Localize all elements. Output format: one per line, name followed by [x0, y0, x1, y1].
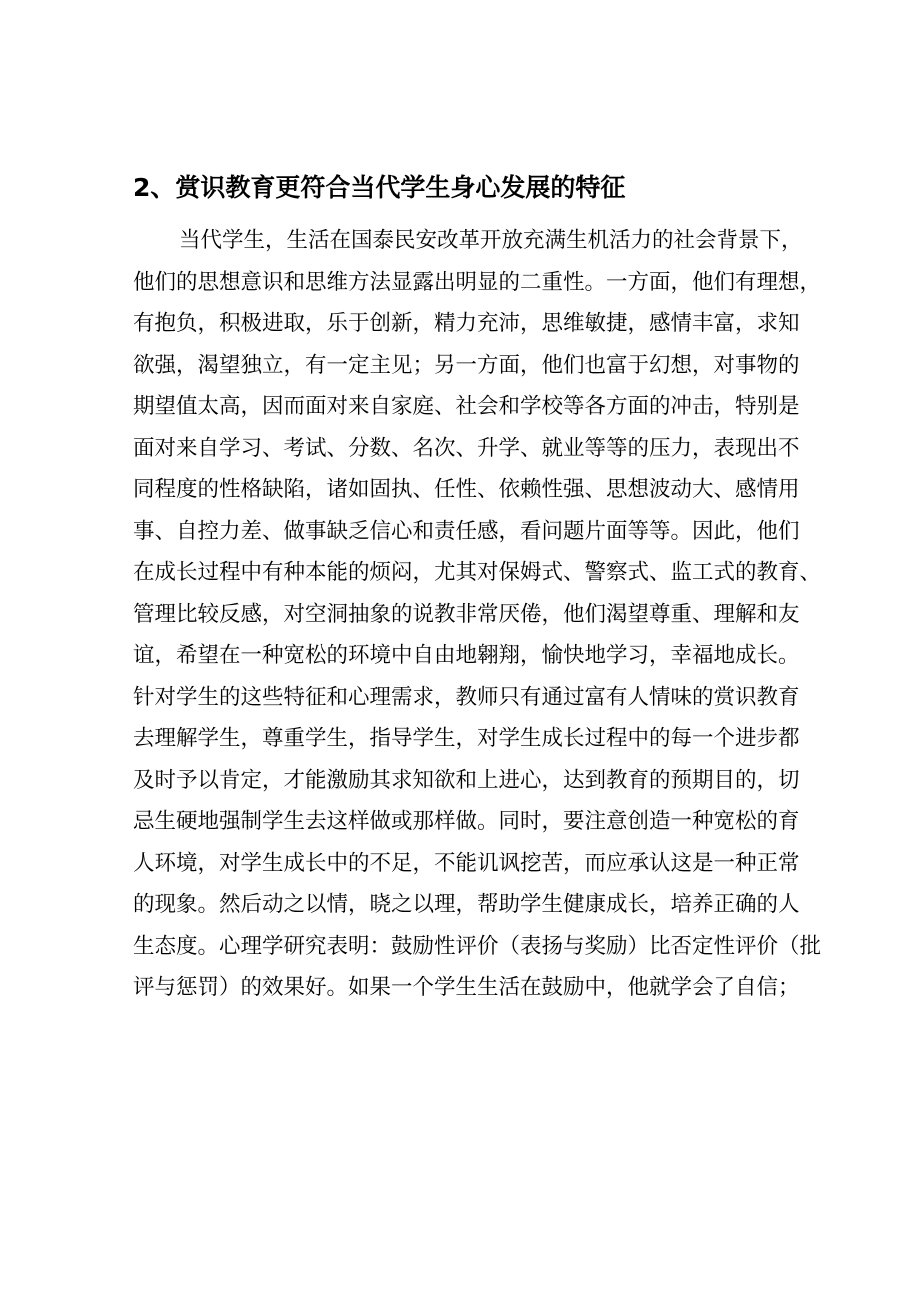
- body-paragraph: [133, 220, 822, 1009]
- text-line: 有抱负，积极进取，乐于创新，精力充沛，思维敏捷，感情丰富，求知: [133, 311, 800, 336]
- text-line: 谊，希望在一种宽松的环境中自由地翱翔，愉快地学习，幸福地成长。: [133, 643, 800, 668]
- text-line: 评与惩罚）的效果好。如果一个学生生活在鼓励中，他就学会了自信；: [133, 975, 800, 1000]
- text-line: 及时予以肯定，才能激励其求知欲和上进心，达到教育的预期目的，切: [133, 767, 800, 793]
- section-heading: 2、赏识教育更符合当代学生身心发展的特征: [133, 173, 626, 202]
- text-line: 在成长过程中有种本能的烦闷，尤其对保姆式、警察式、监工式的教育、: [133, 560, 822, 585]
- text-line: 管理比较反感，对空洞抽象的说教非常厌倦，他们渴望尊重、理解和友: [133, 601, 800, 627]
- text-line: 期望值太高，因而面对来自家庭、社会和学校等各方面的冲击，特别是: [133, 394, 800, 419]
- text-line: 同程度的性格缺陷，诸如固执、任性、依赖性强、思想波动大、感情用: [133, 477, 800, 502]
- text-line: 面对来自学习、考试、分数、名次、升学、就业等等的压力，表现出不: [133, 435, 800, 461]
- text-line: 的现象。然后动之以情，晓之以理，帮助学生健康成长，培养正确的人: [133, 892, 800, 917]
- text-line: 针对学生的这些特征和心理需求，教师只有通过富有人情味的赏识教育: [133, 684, 800, 710]
- text-line: 当代学生，生活在国泰民安改革开放充满生机活力的社会背景下，: [179, 228, 803, 253]
- text-line: 去理解学生，尊重学生，指导学生，对学生成长过程中的每一个进步都: [133, 726, 800, 751]
- text-line: 他们的思想意识和思维方法显露出明显的二重性。一方面，他们有理想，: [133, 269, 822, 295]
- text-line: 人环境，对学生成长中的不足，不能讥讽挖苦，而应承认这是一种正常: [133, 850, 800, 876]
- text-line: 欲强，渴望独立，有一定主见；另一方面，他们也富于幻想，对事物的: [133, 352, 800, 378]
- text-line: 生态度。心理学研究表明：鼓励性评价（表扬与奖励）比否定性评价（批: [133, 933, 822, 959]
- text-line: 事、自控力差、做事缺乏信心和责任感，看问题片面等等。因此，他们: [133, 518, 800, 544]
- text-line: 忌生硬地强制学生去这样做或那样做。同时，要注意创造一种宽松的育: [133, 809, 800, 834]
